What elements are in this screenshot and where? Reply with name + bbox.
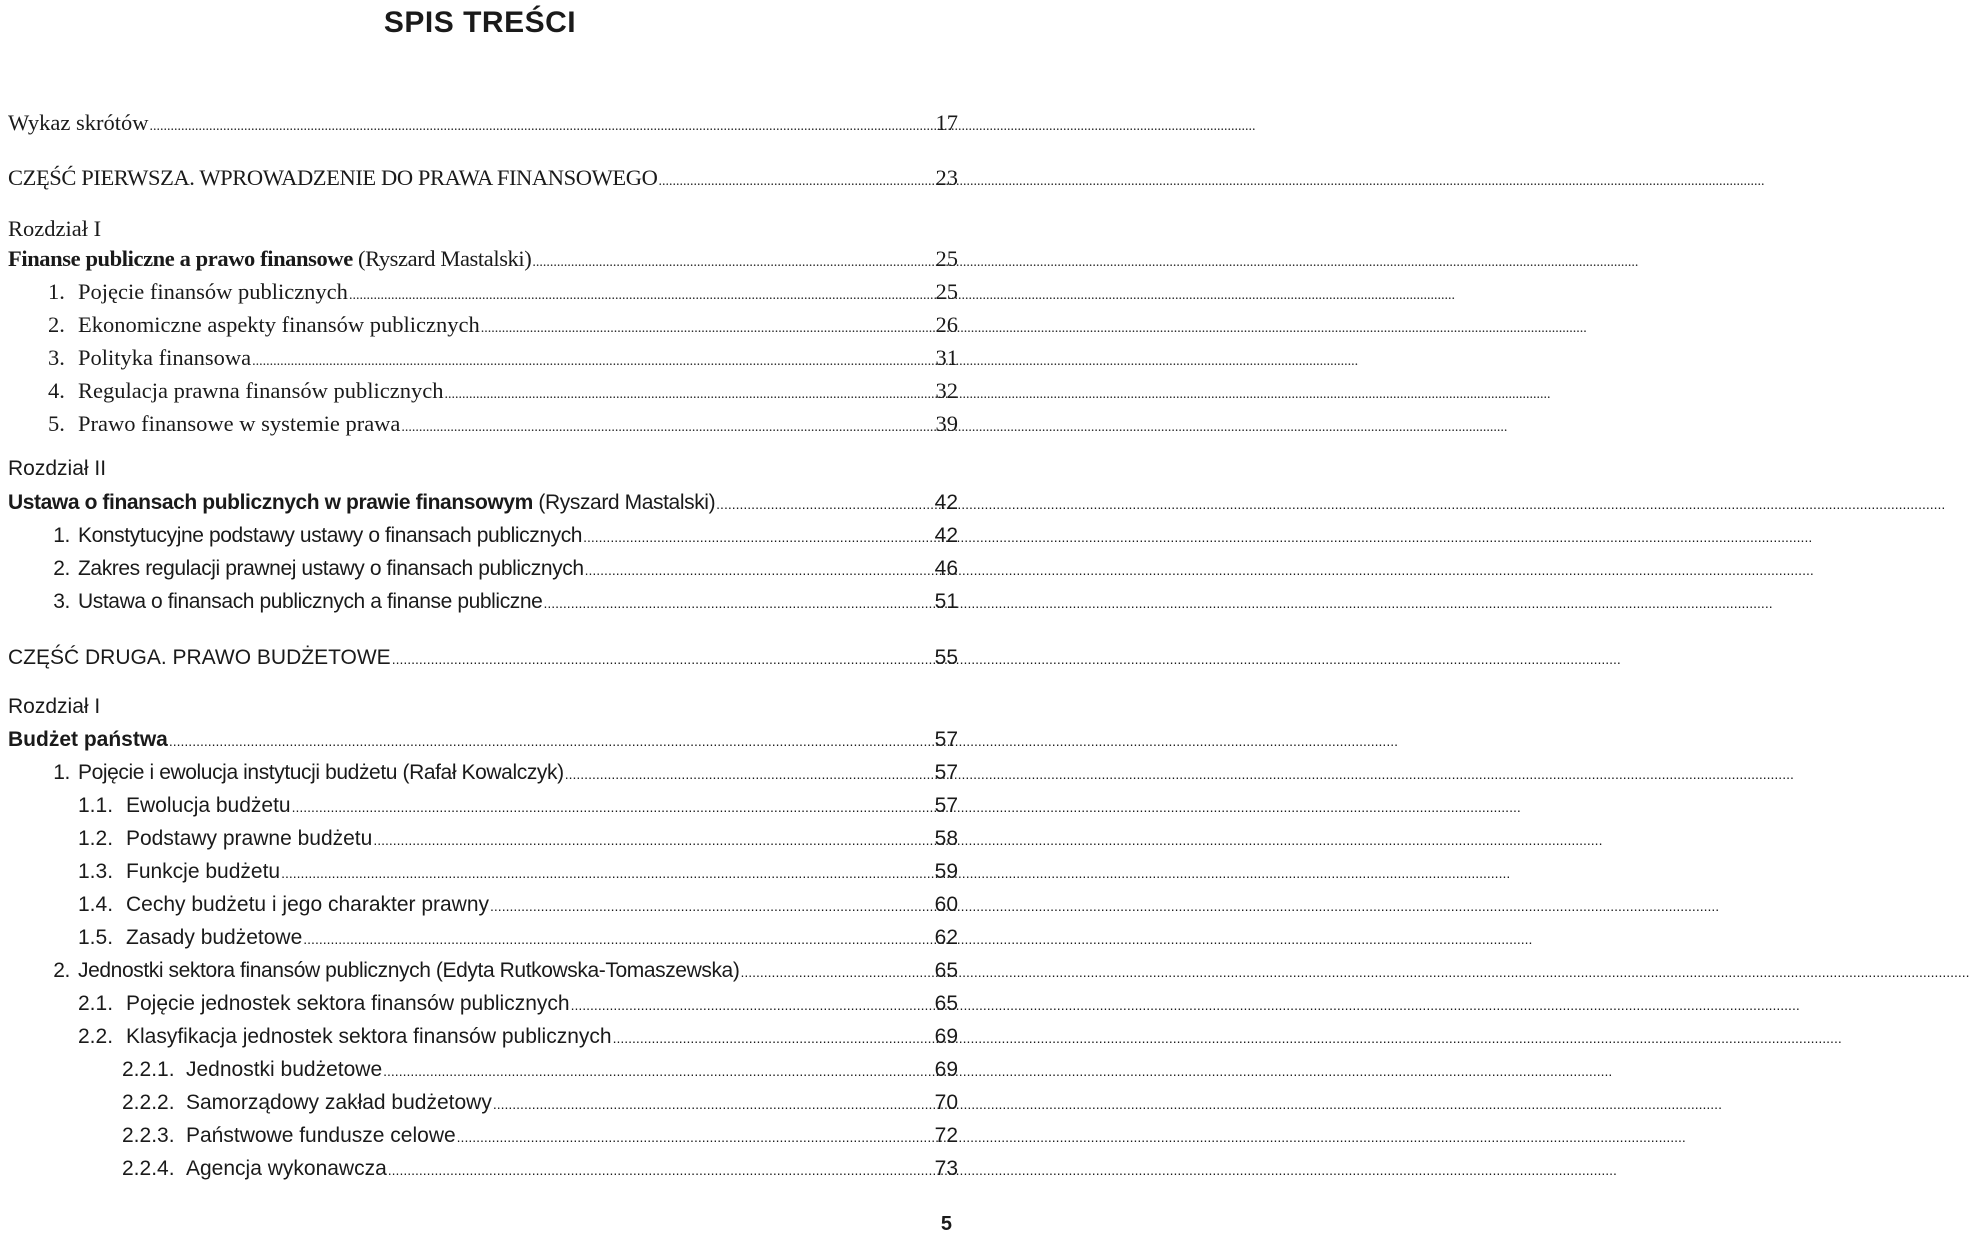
toc-entry-label: Wykaz skrótów (8, 110, 149, 135)
toc-entry[interactable] (48, 343, 958, 373)
toc-entry-text: Zakres regulacji prawnej ustawy o finansach publicznych (78, 557, 584, 580)
toc-entry[interactable] (122, 1154, 958, 1184)
toc-entry-page: 73 (934, 1157, 958, 1180)
toc-entry-text: Samorządowy zakład budżetowy (186, 1091, 492, 1114)
toc-entry-text: Ustawa o finansach publicznych a finanse publiczne (78, 590, 543, 613)
dot-leader (583, 522, 934, 552)
toc-entry-label (48, 376, 444, 406)
toc-entry-number: 1.3. (78, 860, 114, 883)
toc-entry-number: 2.1. (78, 992, 114, 1015)
toc-entry-number: 2.2.4. (122, 1157, 175, 1180)
toc-entry-number: 2. (53, 557, 70, 580)
toc-entry[interactable] (122, 1121, 958, 1151)
toc-entry-part-two[interactable] (8, 643, 958, 673)
toc-entry-label (122, 1154, 387, 1184)
dot-leader (740, 957, 933, 987)
toc-entry-page: 72 (934, 1124, 958, 1147)
toc-entry-label (78, 1022, 612, 1052)
toc-entry[interactable] (48, 310, 958, 340)
toc-entry-number: 4. (48, 378, 65, 403)
toc-entry-label (8, 488, 715, 518)
toc-entry-label (8, 587, 542, 617)
dot-leader (383, 1056, 934, 1086)
toc-entry-label (78, 989, 570, 1019)
chapter-title: Finanse publiczne a prawo finansowe (8, 246, 353, 271)
dot-leader (585, 555, 934, 585)
toc-entry-label: Budżet państwa (8, 728, 168, 751)
toc-entry-page: 17 (935, 110, 958, 135)
toc-entry-page: 60 (934, 893, 958, 916)
toc-entry-page: 25 (935, 246, 958, 271)
toc-entry-page: 69 (934, 1025, 958, 1048)
toc-entry-page: 65 (934, 992, 958, 1015)
toc-entry-page: 62 (934, 926, 958, 949)
toc-entry-text: Jednostki sektora finansów publicznych (Edyta Rutkowska-Tomaszewska) (78, 959, 740, 982)
toc-entry[interactable] (48, 376, 958, 406)
dot-leader (303, 924, 933, 954)
dot-leader (716, 489, 933, 519)
toc-entry-number: 1. (53, 761, 70, 784)
toc-entry-page: 69 (934, 1058, 958, 1081)
toc-entry-page: 65 (934, 959, 958, 982)
toc-entry-label (122, 1055, 382, 1085)
toc-entry-label (122, 1121, 456, 1151)
toc-entry-number: 2. (48, 312, 65, 337)
toc-entry-abbreviations[interactable] (8, 108, 958, 138)
toc-entry-text: Konstytucyjne podstawy ustawy o finansach publicznych (78, 524, 583, 547)
toc-entry[interactable] (48, 277, 958, 307)
toc-entry-page: 25 (935, 279, 958, 304)
toc-entry[interactable] (8, 758, 958, 788)
dot-leader (571, 990, 934, 1020)
toc-entry-text: Pojęcie jednostek sektora finansów publicznych (126, 992, 570, 1015)
toc-entry-label: CZĘŚĆ DRUGA. PRAWO BUDŻETOWE (8, 646, 391, 669)
dot-leader (401, 413, 934, 443)
toc-entry-text: Pojęcie finansów publicznych (78, 279, 348, 304)
toc-entry-page: 42 (934, 524, 958, 547)
toc-entry-text: Państwowe fundusze celowe (186, 1124, 456, 1147)
dot-leader (149, 112, 934, 142)
dot-leader (543, 588, 933, 618)
toc-entry-number: 1.1. (78, 794, 114, 817)
dot-leader (481, 314, 935, 344)
toc-entry[interactable] (48, 409, 958, 439)
toc-entry-text: Cechy budżetu i jego charakter prawny (126, 893, 490, 916)
toc-entry-number: 1.4. (78, 893, 114, 916)
toc-entry-label (8, 244, 531, 274)
chapter-heading: Rozdział II (8, 457, 107, 480)
toc-entry-number: 1. (48, 279, 65, 304)
toc-entry-label (78, 923, 302, 953)
dot-leader (169, 726, 934, 756)
toc-entry-page: 57 (934, 728, 958, 751)
toc-entry-page: 59 (934, 860, 958, 883)
dot-leader (292, 792, 934, 822)
toc-entry-number: 2.2. (78, 1025, 114, 1048)
chapter-title: Ustawa o finansach publicznych w prawie finansowym (8, 491, 533, 514)
toc-entry-label (78, 824, 372, 854)
dot-leader (493, 1089, 934, 1119)
toc-entry[interactable] (78, 824, 958, 854)
toc-entry[interactable] (8, 554, 958, 584)
toc-entry-page: 70 (934, 1091, 958, 1114)
toc-entry-number: 3. (53, 590, 70, 613)
dot-leader (252, 347, 934, 377)
toc-entry-page: 32 (935, 378, 958, 403)
page-title: SPIS TREŚCI (383, 6, 577, 39)
toc-entry-page: 31 (935, 345, 958, 370)
toc-entry-label (48, 409, 400, 439)
dot-leader (457, 1122, 934, 1152)
toc-entry-text: Agencja wykonawcza (186, 1157, 387, 1180)
toc-entry[interactable] (78, 989, 958, 1019)
dot-leader (388, 1155, 934, 1185)
toc-entry-number: 2.2.1. (122, 1058, 175, 1081)
toc-entry-page: 39 (935, 411, 958, 436)
toc-entry-text: Jednostki budżetowe (186, 1058, 383, 1081)
toc-entry-text: Ekonomiczne aspekty finansów publicznych (78, 312, 480, 337)
toc-entry-label (48, 343, 251, 373)
toc-entry-chapter-title[interactable] (8, 725, 958, 755)
toc-entry[interactable] (122, 1055, 958, 1085)
toc-entry[interactable] (122, 1088, 958, 1118)
toc-entry-text: Ewolucja budżetu (126, 794, 291, 817)
dot-leader (565, 759, 934, 789)
toc-entry-chapter-title[interactable] (8, 244, 958, 274)
toc-entry-label (78, 857, 280, 887)
toc-entry[interactable] (8, 587, 958, 617)
toc-entry-page: 23 (935, 165, 958, 190)
page-number: 5 (940, 1213, 952, 1235)
toc-entry-text: Regulacja prawna finansów publicznych (78, 378, 444, 403)
toc-entry[interactable] (78, 923, 958, 953)
toc-entry-label (8, 956, 739, 986)
toc-entry-number: 3. (48, 345, 65, 370)
dot-leader (613, 1023, 934, 1053)
toc-entry-text: Pojęcie i ewolucja instytucji budżetu (Rafał Kowalczyk) (78, 761, 564, 784)
toc-entry[interactable] (78, 857, 958, 887)
toc-entry-label (48, 310, 480, 340)
toc-entry-label (8, 758, 564, 788)
toc-entry[interactable] (78, 1022, 958, 1052)
toc-entry-number: 1.2. (78, 827, 114, 850)
toc-entry-label (78, 791, 291, 821)
toc-entry-text: Zasady budżetowe (126, 926, 303, 949)
toc-entry-number: 5. (48, 411, 65, 436)
dot-leader (392, 644, 934, 674)
toc-entry-number: 2.2.3. (122, 1124, 175, 1147)
toc-entry-page: 26 (935, 312, 958, 337)
chapter-author: (Ryszard Mastalski) (532, 491, 716, 514)
dot-leader (658, 167, 934, 197)
toc-entry-number: 2. (53, 959, 70, 982)
toc-entry[interactable] (78, 890, 958, 920)
toc-entry[interactable] (8, 521, 958, 551)
toc-entry-page: 57 (934, 761, 958, 784)
toc-entry-label (122, 1088, 492, 1118)
toc-entry-chapter-title[interactable] (8, 488, 958, 518)
toc-entry-page: 46 (934, 557, 958, 580)
toc-entry-page: 42 (934, 491, 958, 514)
toc-entry-label (8, 521, 582, 551)
toc-entry-number: 1. (53, 524, 70, 547)
dot-leader (373, 825, 933, 855)
dot-leader (281, 858, 934, 888)
toc-entry-label (78, 890, 489, 920)
toc-entry-number: 2.2.2. (122, 1091, 175, 1114)
dot-leader (532, 248, 934, 278)
chapter-author: (Ryszard Mastalski) (352, 246, 532, 271)
toc-entry-page: 57 (934, 794, 958, 817)
dot-leader (490, 891, 934, 921)
toc-entry-page: 58 (934, 827, 958, 850)
toc-entry-text: Klasyfikacja jednostek sektora finansów publicznych (126, 1025, 612, 1048)
toc-entry-label (8, 554, 584, 584)
toc-entry-text: Polityka finansowa (78, 345, 252, 370)
toc-entry[interactable] (8, 956, 958, 986)
dot-leader (445, 380, 935, 410)
toc-entry-label: CZĘŚĆ PIERWSZA. WPROWADZENIE DO PRAWA FINANSOWEGO (8, 165, 658, 190)
toc-entry-number: 1.5. (78, 926, 114, 949)
toc-entry-page: 51 (934, 590, 958, 613)
toc-entry-text: Prawo finansowe w systemie prawa (78, 411, 401, 436)
toc-entry-text: Funkcje budżetu (126, 860, 281, 883)
toc-entry-page: 55 (934, 646, 958, 669)
chapter-heading: Rozdział I (8, 216, 102, 241)
toc-entry-part-one[interactable] (8, 163, 958, 193)
toc-entry-label (48, 277, 348, 307)
chapter-heading: Rozdział I (8, 695, 101, 718)
toc-entry[interactable] (78, 791, 958, 821)
toc-entry-text: Podstawy prawne budżetu (126, 827, 373, 850)
dot-leader (349, 281, 935, 311)
